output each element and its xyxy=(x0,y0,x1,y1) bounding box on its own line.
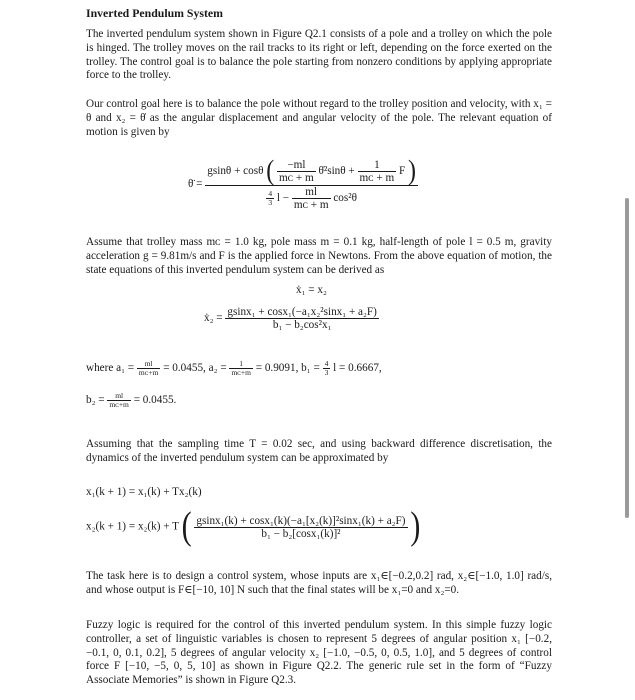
eq1-denominator: $\frac{4}{3}$ l − $\frac{ml}{\text{mᴄ + m}}$ cos²θ xyxy=(205,185,418,211)
paragraph-control-goal: Our control goal here is to balance the pole without regard to the trolley position and velocity, with x₁ = θ and x₂ = θ̇ as the angular displacement and angular velocity of the pole. The relevant equation of motion is given by xyxy=(86,98,552,138)
state-equation-2: ẋ₂ = $\frac{\text{gsinx₁ + cosx₁(−a₁x₂²sinx₁ + a₂F)}}{\text{b₁ − b₂cos²x₁}}$ xyxy=(204,306,377,331)
vertical-scrollbar[interactable] xyxy=(625,198,629,518)
paragraph-fuzzy-logic: Fuzzy logic is required for the control of this inverted pendulum system. In this simple fuzzy logic controller, a set of linguistic variables is chosen to represent 5 degrees of angular position x₁ [−0.2, −0.1, 0, 0.1, 0.2], 5 degrees of angular velocity x₂ [−1.0, −0.5, 0, 0.5, 1.0], and 5 degrees of control force F [−10, −5, 0, 5, 10] as shown in Figure Q2.2. The generic rule set in the form of “Fuzzy Associate Memories” is shown in Figure Q2.3. xyxy=(86,619,552,687)
discrete-equation-1: x₁(k + 1) = x₁(k) + Tx₂(k) xyxy=(86,486,202,498)
paragraph-discretisation: Assuming that the sampling time T = 0.02 sec, and using backward difference discretisation, the dynamics of the inverted pendulum system can be approximated by xyxy=(86,438,552,464)
paragraph-assumptions: Assume that trolley mass mᴄ = 1.0 kg, pole mass m = 0.1 kg, half-length of pole l = 0.5 m, gravity acceleration g = 9.81m/s and F is the applied force in Newtons. From the above equation of motion, the state equations of this inverted pendulum system can be derived as xyxy=(86,236,552,276)
eq1-fraction xyxy=(205,155,418,211)
equation-of-motion xyxy=(188,155,418,211)
parameters-line-2: b₂ = $\frac{ml}{\text{mᴄ+m}}$ = 0.0455. xyxy=(86,391,177,409)
paragraph-task: The task here is to design a control system, whose inputs are x₁∈[−0.2,0.2] rad, x₂∈[−1.0, 1.0] rad/s, and whose output is F∈[−10, 10] N such that the final states will be x₁=0 and x₂=0. xyxy=(86,570,552,596)
state-equation-1: ẋ₁ = x₂ xyxy=(296,284,327,296)
page-title: Inverted Pendulum System xyxy=(86,6,223,20)
discrete-equation-2: x₂(k + 1) = x₂(k) + T ( $\frac{\text{gsinx₁(k) + cosx₁(k)(−a₁[x₂(k)]²sinx₁(k) + a₂F)}}{\text{b₁ − b₂[cosx₁(k)]²}}$ ) xyxy=(86,504,421,548)
parameters-line-1: where a₁ = $\frac{ml}{\text{mᴄ+m}}$ = 0.0455, a₂ = $\frac{1}{\text{mᴄ+m}}$ = 0.9091, b₁ = $\frac{4}{3}$ l = 0.6667, xyxy=(86,359,382,377)
eq1-numerator: gsinθ + cosθ ( $\frac{-ml}{\text{mᴄ + m}}$ θ̇²sinθ + $\frac{1}{\text{mᴄ + m}}$ F ) xyxy=(207,155,417,187)
paragraph-intro: The inverted pendulum system shown in Figure Q2.1 consists of a pole and a trolley on which the pole is hinged. The trolley moves on the rail tracks to its right or left, depending on the force exerted on the trolley. The control goal is to balance the pole starting from nonzero conditions by applying appropriate force to the trolley. xyxy=(86,28,552,82)
eq1-lhs: θ̈ = xyxy=(188,178,203,191)
